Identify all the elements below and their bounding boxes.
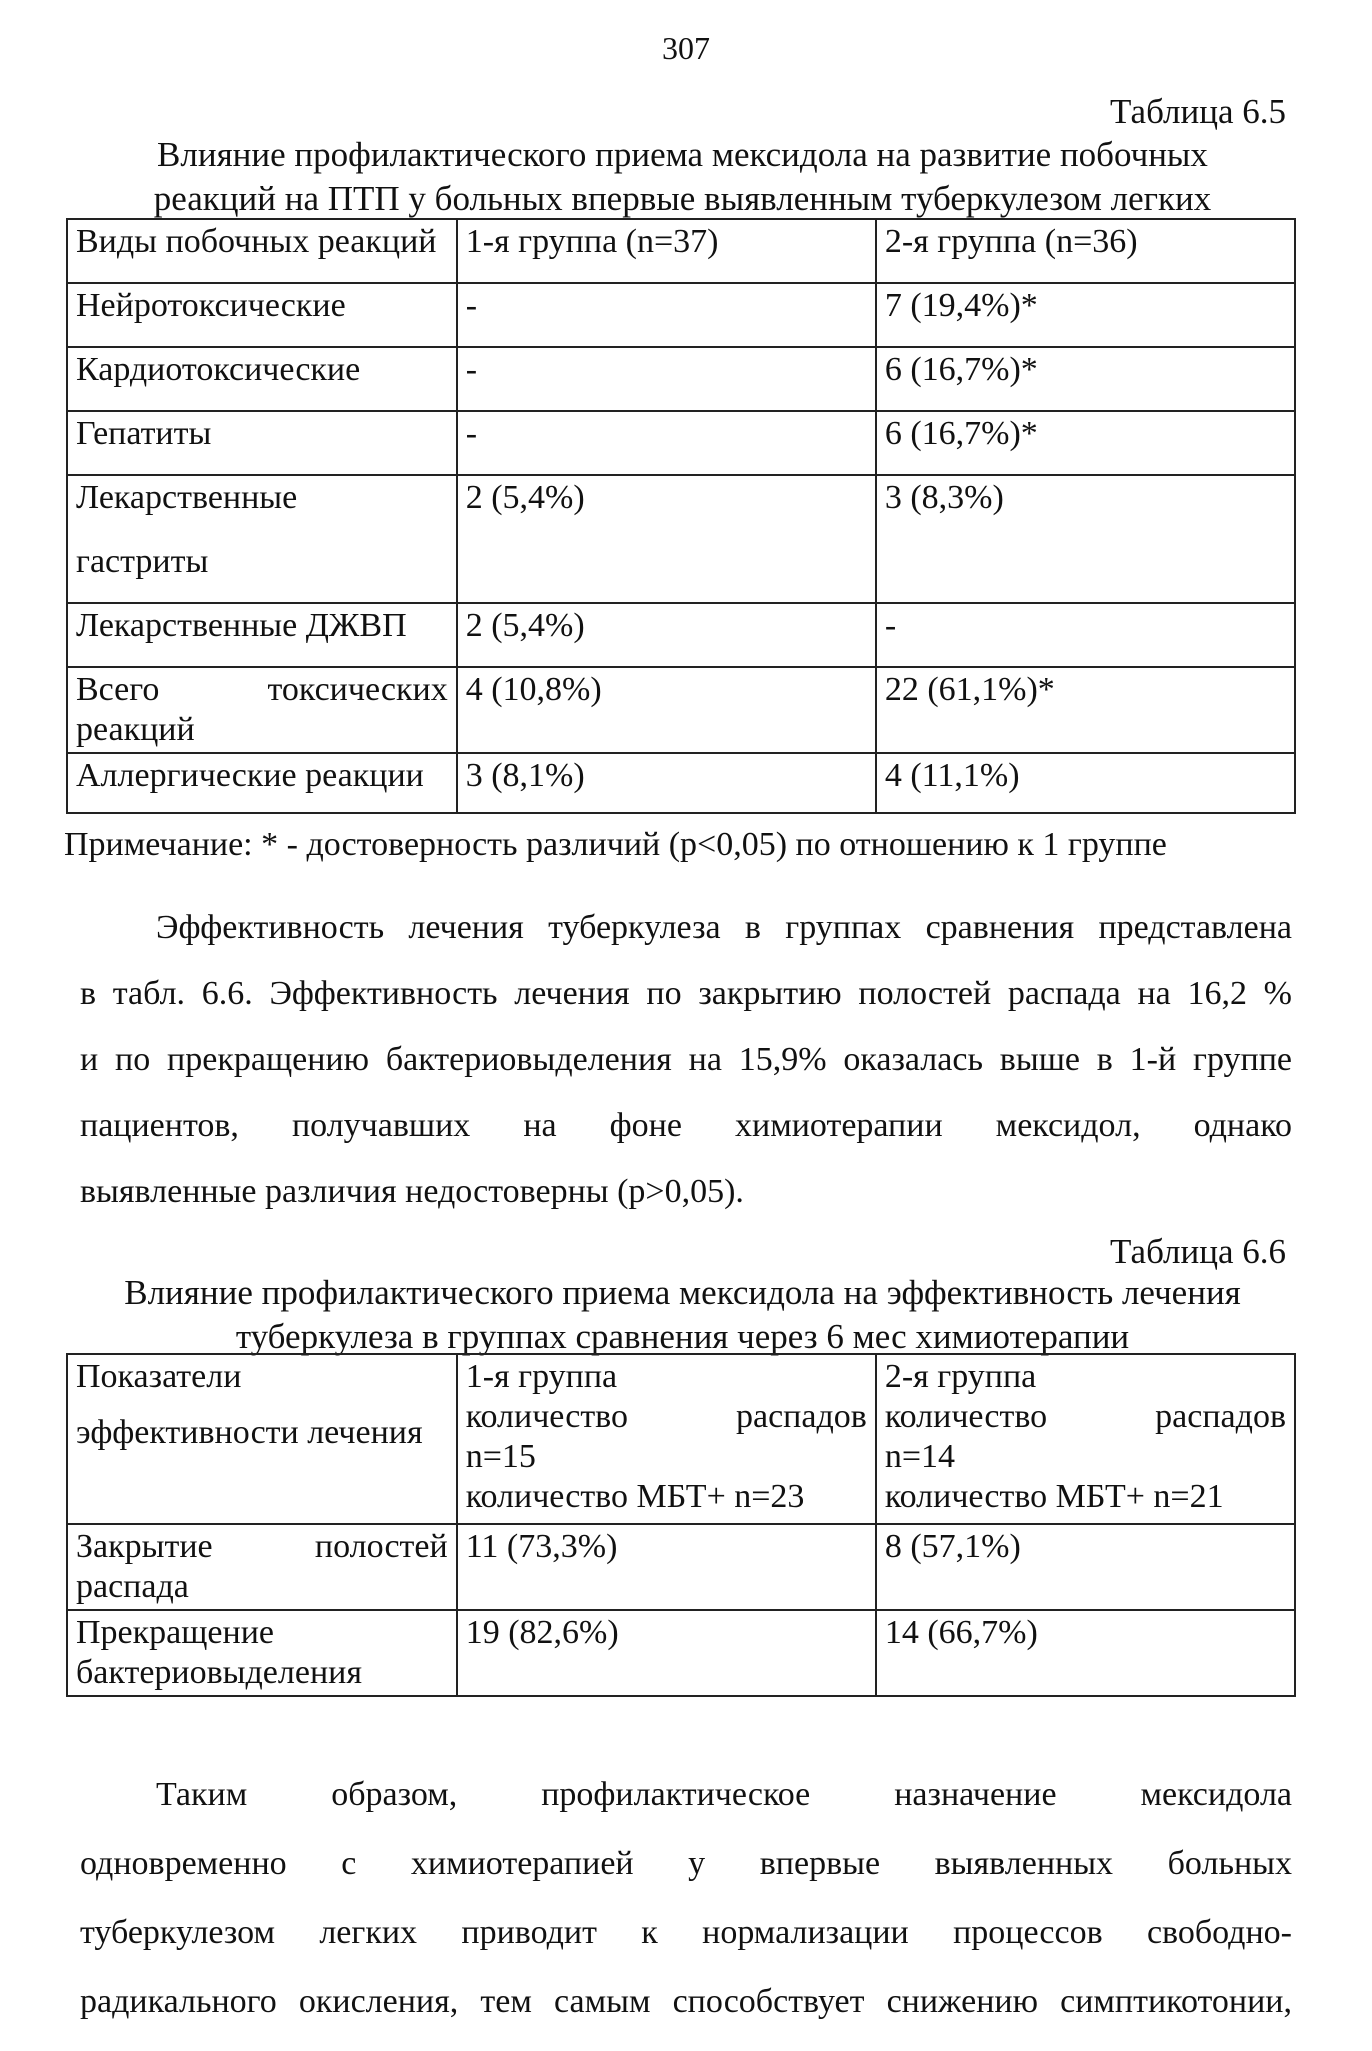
- table-row: [67, 667, 1295, 753]
- table1-caption: Таблица 6.5: [1110, 92, 1286, 131]
- paragraph-line: выявленные различия недостоверны (p>0,05).: [80, 1173, 744, 1210]
- row-label: Аллергические реакции: [67, 753, 457, 813]
- table1-header-cell: 2-я группа (n=36): [876, 219, 1295, 283]
- paragraph-line: пациентов, получавших на фоне химиотерапии мексидол, однако: [80, 1107, 1292, 1144]
- paragraph-line: в табл. 6.6. Эффективность лечения по закрытию полостей распада на 16,2 %: [80, 975, 1292, 1012]
- row-label-line1: Закрытие полостей: [76, 1528, 448, 1565]
- paragraph-2: [80, 1775, 1292, 2051]
- paragraph-line: Эффективность лечения туберкулеза в группах сравнения представлена: [156, 909, 1292, 946]
- table-row: [67, 283, 1295, 347]
- group2-value: 6 (16,7%)*: [876, 411, 1295, 475]
- group1-value: -: [457, 283, 876, 347]
- row-label-line1: Лекарственные: [76, 479, 298, 516]
- header-line: n=15: [465, 1438, 536, 1475]
- table1-note: Примечание: * - достоверность различий (p<0,05) по отношению к 1 группе: [64, 826, 1167, 863]
- table-row: [67, 753, 1295, 813]
- row-label: [67, 1524, 457, 1610]
- header-line: количество распадов: [465, 1398, 867, 1435]
- table-row: [67, 603, 1295, 667]
- paragraph-1: [80, 908, 1292, 1238]
- header-line: количество распадов: [884, 1398, 1286, 1435]
- table1-title-line1: Влияние профилактического приема мексидола на развитие побочных: [157, 135, 1208, 174]
- group2-value: 4 (11,1%): [876, 753, 1295, 813]
- table2-header-row: [67, 1354, 1295, 1524]
- table2-title: [60, 1271, 1305, 1359]
- group1-value: 2 (5,4%): [457, 603, 876, 667]
- table2-header-indicators: [67, 1354, 457, 1524]
- group1-value: 2 (5,4%): [457, 475, 876, 603]
- table2-title-line2: туберкулеза в группах сравнения через 6 мес химиотерапии: [235, 1317, 1130, 1356]
- header-line: n=14: [884, 1438, 956, 1475]
- row-label-line1: Всего токсических: [76, 671, 448, 708]
- paragraph-line: радикального окисления, тем самым способствует снижению симптикотонии,: [80, 1983, 1292, 2020]
- header-line: 2-я группа: [884, 1358, 1037, 1395]
- row-label: [67, 475, 457, 603]
- table2-title-line1: Влияние профилактического приема мексидола на эффективность лечения: [124, 1273, 1241, 1312]
- row-label: Нейротоксические: [67, 283, 457, 347]
- header-line: 1-я группа: [465, 1358, 618, 1395]
- header-line: количество МБТ+ n=23: [465, 1478, 805, 1515]
- header-line: эффективности лечения: [76, 1414, 423, 1451]
- row-label: Кардиотоксические: [67, 347, 457, 411]
- group2-value: 7 (19,4%)*: [876, 283, 1295, 347]
- table1-header-cell: 1-я группа (n=37): [457, 219, 876, 283]
- table1-title-line2: реакций на ПТП у больных впервые выявленным туберкулезом легких: [153, 179, 1212, 218]
- table-row: [67, 411, 1295, 475]
- row-label-line1: Прекращение: [76, 1614, 275, 1651]
- group1-value: 4 (10,8%): [457, 667, 876, 753]
- page-number: 307: [662, 30, 710, 66]
- paragraph-line: Таким образом, профилактическое назначение мексидола: [156, 1776, 1292, 1813]
- group2-value: 22 (61,1%)*: [876, 667, 1295, 753]
- group1-value: -: [457, 347, 876, 411]
- table-row: [67, 347, 1295, 411]
- table1-title: [60, 133, 1305, 221]
- row-label: Лекарственные ДЖВП: [67, 603, 457, 667]
- group2-value: 6 (16,7%)*: [876, 347, 1295, 411]
- table2-header-group2: [876, 1354, 1295, 1524]
- row-label: Гепатиты: [67, 411, 457, 475]
- table-row: [67, 1610, 1295, 1696]
- table-row: [67, 1524, 1295, 1610]
- table-row: [67, 475, 1295, 603]
- table1-header-row: [67, 219, 1295, 283]
- table1: [66, 218, 1296, 814]
- group1-value: 3 (8,1%): [457, 753, 876, 813]
- header-line: Показатели: [76, 1358, 242, 1395]
- table2: [66, 1353, 1296, 1697]
- group1-value: 19 (82,6%): [457, 1610, 876, 1696]
- group2-value: -: [876, 603, 1295, 667]
- table2-header-group1: [457, 1354, 876, 1524]
- row-label-line2: бактериовыделения: [76, 1654, 362, 1691]
- group2-value: 8 (57,1%): [876, 1524, 1295, 1610]
- row-label: [67, 1610, 457, 1696]
- paragraph-line: и по прекращению бактериовыделения на 15,9% оказалась выше в 1-й группе: [80, 1041, 1292, 1078]
- row-label-line2: распада: [76, 1568, 189, 1605]
- group2-value: 3 (8,3%): [876, 475, 1295, 603]
- paragraph-line: одновременно с химиотерапией у впервые выявленных больных: [80, 1845, 1292, 1882]
- row-label: [67, 667, 457, 753]
- header-line: количество МБТ+ n=21: [884, 1478, 1224, 1515]
- row-label-line2: гастриты: [76, 543, 209, 580]
- group2-value: 14 (66,7%): [876, 1610, 1295, 1696]
- paragraph-line: туберкулезом легких приводит к нормализации процессов свободно-: [80, 1914, 1292, 1951]
- table2-caption: Таблица 6.6: [1110, 1232, 1286, 1271]
- group1-value: 11 (73,3%): [457, 1524, 876, 1610]
- group1-value: -: [457, 411, 876, 475]
- row-label-line2: реакций: [76, 711, 195, 748]
- table1-header-cell: Виды побочных реакций: [67, 219, 457, 283]
